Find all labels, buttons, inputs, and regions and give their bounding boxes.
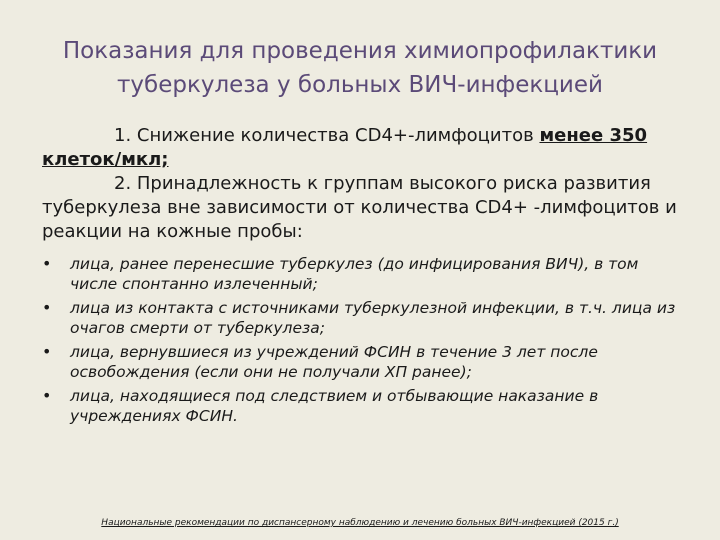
list-item (42, 386, 682, 426)
title-line-1: Показания для проведения химиопрофилактики (62, 38, 658, 64)
item-1-text: 1. Снижение количества CD4+-лимфоцитов (114, 125, 540, 146)
bullet-icon: • (42, 298, 52, 317)
item-1 (42, 124, 682, 172)
title-line-2: туберкулеза у больных ВИЧ-инфекцией (117, 72, 603, 98)
risk-group-list (42, 254, 682, 426)
slide-title (40, 34, 680, 102)
bullet-icon: • (42, 254, 52, 273)
item-2: 2. Принадлежность к группам высокого риска развития туберкулеза вне зависимости от количества CD4+ -лимфоцитов и реакции на кожные пробы: (42, 173, 677, 242)
list-item (42, 254, 682, 294)
list-item-text: лица из контакта с источниками туберкулезной инфекции, в т.ч. лица из очагов смерти от туберкулеза; (70, 299, 676, 337)
list-item-text: лица, ранее перенесшие туберкулез (до инфицирования ВИЧ), в том числе спонтанно излеченный; (70, 255, 639, 293)
slide-body (42, 124, 682, 430)
item-1-emphasis: менее 350 клеток/мкл; (42, 125, 648, 170)
list-item (42, 298, 682, 338)
list-item-text: лица, находящиеся под следствием и отбывающие наказание в учреждениях ФСИН. (70, 387, 599, 425)
list-item (42, 342, 682, 382)
source-footnote: Национальные рекомендации по диспансерному наблюдению и лечению больных ВИЧ-инфекцией (2015 г.) (101, 518, 619, 528)
list-item-text: лица, вернувшиеся из учреждений ФСИН в течение 3 лет после освобождения (если они не получали ХП ранее); (70, 343, 598, 381)
bullet-icon: • (42, 342, 52, 361)
bullet-icon: • (42, 386, 52, 405)
